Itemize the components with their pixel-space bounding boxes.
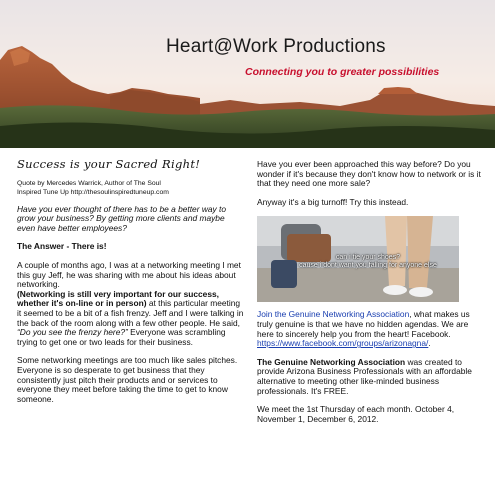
- gna-text: was created to provide Arizona Business Professionals with an affordable alternative to meeting other like-minded business professionals. It's FREE.: [257, 356, 472, 396]
- right-column: [257, 160, 483, 433]
- join-paragraph: [257, 310, 483, 348]
- story-text-e: Everyone was scrambling trying to get one or two leads for their business.: [17, 327, 226, 347]
- photo-caption: [283, 254, 453, 270]
- story-paragraph: [17, 261, 245, 347]
- story-text-a: A couple of months ago, I was at a networking meeting I met this guy Jeff, he was sharing with me about his ideas about networking.: [17, 259, 241, 290]
- story-quote: “Do you see the frenzy here?”: [17, 327, 128, 338]
- brand-title: Heart@Work Productions: [166, 36, 386, 57]
- gna-paragraph: [257, 358, 483, 396]
- story-text-b: (Networking is still very important for our success, whether it's on-line or in person): [17, 288, 219, 309]
- question-paragraph: Have you ever been approached this way before? Do you wonder if it's because they don't know how to network or is it that they need one more sale?: [257, 159, 481, 189]
- left-column: [17, 157, 245, 413]
- photo-caption-line-2: cause i dont want you falling for anyone else: [299, 262, 437, 270]
- meeting-dates: We meet the 1st Thursday of each month. October 4, November 1, December 6, 2012.: [257, 404, 455, 424]
- turnoff-line: Anyway it's a big turnoff! Try this instead.: [257, 196, 409, 207]
- header-banner: [0, 0, 495, 148]
- story-text-c: at this particular meeting it seemed to be a bit of a fish frenzy. Jeff and I were talking in the back of the room along with a few other people. He said,: [17, 298, 244, 328]
- photo-caption-line-1: can i tie your shoes?: [335, 254, 401, 262]
- shoe-tying-photo: [257, 216, 459, 302]
- gna-name: The Genuine Networking Association: [257, 356, 406, 367]
- quote-line-1: Quote by Mercedes Warrick, Author of The Soul: [17, 179, 161, 187]
- join-association-name: Join the Genuine Networking Association: [257, 309, 410, 320]
- join-period: .: [428, 338, 431, 349]
- quote-attribution: [17, 179, 245, 197]
- brand-tagline: Connecting you to greater possibilities: [245, 66, 440, 78]
- answer-heading: The Answer - There is!: [17, 241, 107, 252]
- facebook-group-link[interactable]: https://www.facebook.com/groups/arizonagna/: [257, 338, 429, 349]
- intro-paragraph: Have you ever thought of there has to be a better way to grow your business? By getting more clients and maybe even have better employees?: [17, 203, 227, 233]
- quote-line-2: Inspired Tune Up http://thesoulinspiredtuneup.com: [17, 188, 169, 196]
- pitch-paragraph: Some networking meetings are too much like sales pitches. Everyone is so desperate to get business that they consistently just pitch their products and or services to everyone they meet before taking the time to get to know someone.: [17, 355, 238, 404]
- join-text: , what makes us truly genuine is that we have no hidden agendas. We are here to sincerely help you from the heart! Facebook.: [257, 309, 470, 339]
- script-heading: Success is your Sacred Right!: [17, 157, 201, 171]
